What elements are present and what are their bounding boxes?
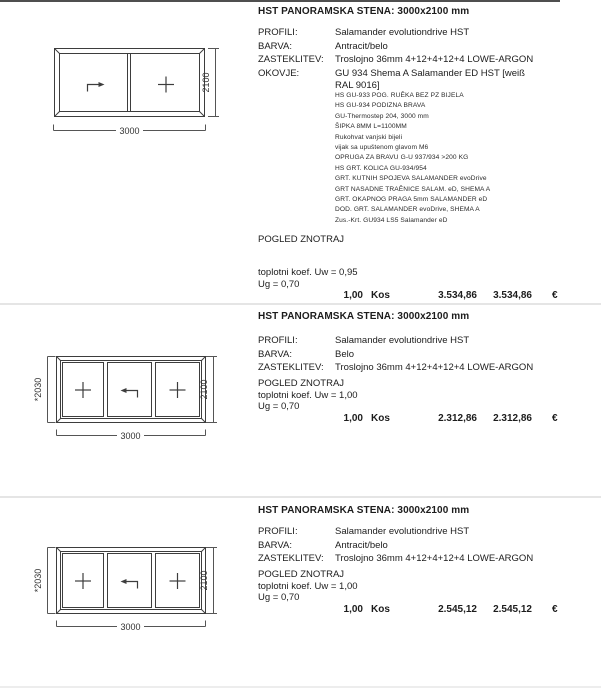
unit-price: 2.545,12 <box>438 604 477 615</box>
spec-label: PROFILI: <box>258 526 298 537</box>
quantity: 1,00 <box>343 413 363 424</box>
item-title: HST PANORAMSKA STENA: 3000x2100 mm <box>258 311 470 322</box>
quote-item-2 <box>0 305 601 496</box>
hardware-detail-line: Zus.-Krt. GU934 LS5 Salamander eD <box>335 216 448 224</box>
spec-label: BARVA: <box>258 348 292 360</box>
spec-row-okovje <box>258 67 541 93</box>
spec-label: PROFILI: <box>258 27 298 38</box>
spec-label: BARVA: <box>258 40 292 52</box>
spec-row-zasteklitev <box>258 361 533 375</box>
spec-list <box>258 334 533 375</box>
window-drawing-3panel <box>30 352 230 452</box>
dimension-height-label: 2100 <box>199 379 209 400</box>
price-row <box>0 290 601 303</box>
currency-symbol: € <box>552 290 558 301</box>
price-row <box>0 604 601 617</box>
hardware-detail-line: GRT. KUTNIH SPOJEVA SALAMANDER evoDrive <box>335 175 487 183</box>
unit-label: Kos <box>371 290 390 301</box>
view-label: POGLED ZNOTRAJ <box>258 378 345 389</box>
hardware-detail-line: OPRUGA ZA BRAVU G-U 937/934 >200 KG <box>335 154 469 162</box>
fixed-pane-icon <box>170 382 186 398</box>
hardware-detail-line: GRT NASADNE TRAĒNICE SALAM. eD, SHEMA A <box>335 185 491 193</box>
spec-row-profili <box>258 26 541 40</box>
spec-label: ZASTEKLITEV: <box>258 54 324 65</box>
slide-direction-icon <box>121 579 138 589</box>
spec-value: Troslojno 36mm 4+12+4+12+4 LOWE-ARGON <box>335 553 534 564</box>
fixed-pane-icon <box>170 573 186 589</box>
spec-label: ZASTEKLITEV: <box>258 553 324 564</box>
hardware-detail-line: Rukohvat vanjski bijeli <box>335 133 403 141</box>
unit-price: 2.312,86 <box>438 413 477 424</box>
spec-value: Salamander evolutiondrive HST <box>335 526 470 537</box>
hardware-detail-line: ŠIPKA 8MM L=1100MM <box>335 123 407 131</box>
dimension-width-label: 3000 <box>120 622 141 632</box>
slide-direction-icon <box>88 82 105 92</box>
spec-row-profili <box>258 525 533 539</box>
spec-list <box>258 525 533 566</box>
total-price: 3.534,86 <box>493 290 532 301</box>
unit-price: 3.534,86 <box>438 290 477 301</box>
spec-label: ZASTEKLITEV: <box>258 362 324 373</box>
quote-item-1 <box>0 0 601 303</box>
spec-value: Salamander evolutiondrive HST <box>335 27 470 38</box>
currency-symbol: € <box>552 604 558 615</box>
dimension-height-left-label: *2030 <box>33 568 43 593</box>
spec-value: Antracit/belo <box>335 539 388 551</box>
spec-label: OKOVJE: <box>258 67 300 79</box>
quantity: 1,00 <box>343 290 363 301</box>
unit-label: Kos <box>371 413 390 424</box>
thermal-uw: toplotni koef. Uw = 1,00 <box>258 390 358 401</box>
spec-value: Troslojno 36mm 4+12+4+12+4 LOWE-ARGON <box>335 54 534 65</box>
dimension-height-label: 2100 <box>201 72 211 93</box>
thermal-uw: toplotni koef. Uw = 0,95 <box>258 267 358 278</box>
spec-row-zasteklitev <box>258 53 541 67</box>
window-drawing-3panel <box>30 543 230 643</box>
page-bottom-rule <box>0 686 601 688</box>
fixed-pane-icon <box>158 77 174 93</box>
hardware-detail-line: HS GU-933 POG. RUĒKA BEZ PZ BIJELA <box>335 92 464 99</box>
spec-row-barva <box>258 539 533 553</box>
spec-value: Troslojno 36mm 4+12+4+12+4 LOWE-ARGON <box>335 362 534 373</box>
dimension-width-label: 3000 <box>120 431 141 441</box>
thermal-ug: Ug = 0,70 <box>258 592 300 603</box>
dimension-height-left-label: *2030 <box>33 377 43 402</box>
spec-label: BARVA: <box>258 539 292 551</box>
spec-row-profili <box>258 334 533 348</box>
thermal-uw: toplotni koef. Uw = 1,00 <box>258 581 358 592</box>
currency-symbol: € <box>552 413 558 424</box>
spec-value: Belo <box>335 348 355 360</box>
dimension-height-label: 2100 <box>199 570 209 591</box>
hardware-detail-list <box>335 91 490 226</box>
unit-label: Kos <box>371 604 390 615</box>
hardware-detail-line: DOD. GRT. SALAMANDER evoDrive, SHEMA A <box>335 206 480 214</box>
price-row <box>0 413 601 426</box>
spec-value: Salamander evolutiondrive HST <box>335 335 470 346</box>
spec-list <box>258 26 541 92</box>
hardware-detail-line: GU-Thermostep 204, 3000 mm <box>335 112 429 120</box>
hardware-detail-line: HS GRT. KOLICA GU-934/954 <box>335 164 427 172</box>
total-price: 2.545,12 <box>493 604 532 615</box>
slide-direction-icon <box>121 388 138 398</box>
spec-row-zasteklitev <box>258 552 533 566</box>
window-drawing-2panel <box>30 44 230 144</box>
quantity: 1,00 <box>343 604 363 615</box>
thermal-ug: Ug = 0,70 <box>258 401 300 412</box>
spec-value: GU 934 Shema A Salamander ED HST [weiß RAL 9016] <box>335 68 525 91</box>
fixed-pane-icon <box>75 573 91 589</box>
thermal-ug: Ug = 0,70 <box>258 278 300 290</box>
spec-label: PROFILI: <box>258 335 298 346</box>
hardware-detail-line: HS GU-934 PODIZNA BRAVA <box>335 102 426 110</box>
fixed-pane-icon <box>75 382 91 398</box>
view-label: POGLED ZNOTRAJ <box>258 569 345 580</box>
dimension-width-label: 3000 <box>119 126 140 136</box>
item-title: HST PANORAMSKA STENA: 3000x2100 mm <box>258 505 470 516</box>
hardware-detail-line: vijak sa upuštenom glavom M6 <box>335 144 429 152</box>
item-title: HST PANORAMSKA STENA: 3000x2100 mm <box>258 6 470 17</box>
hardware-detail-line: GRT. OKAPNOG PRAGA 5mm SALAMANDER eD <box>335 196 488 204</box>
quote-item-3 <box>0 498 601 686</box>
view-label: POGLED ZNOTRAJ <box>258 234 345 245</box>
spec-row-barva <box>258 40 541 54</box>
spec-value: Antracit/belo <box>335 40 388 52</box>
window-frame <box>55 49 205 117</box>
total-price: 2.312,86 <box>493 413 532 424</box>
spec-row-barva <box>258 348 533 362</box>
